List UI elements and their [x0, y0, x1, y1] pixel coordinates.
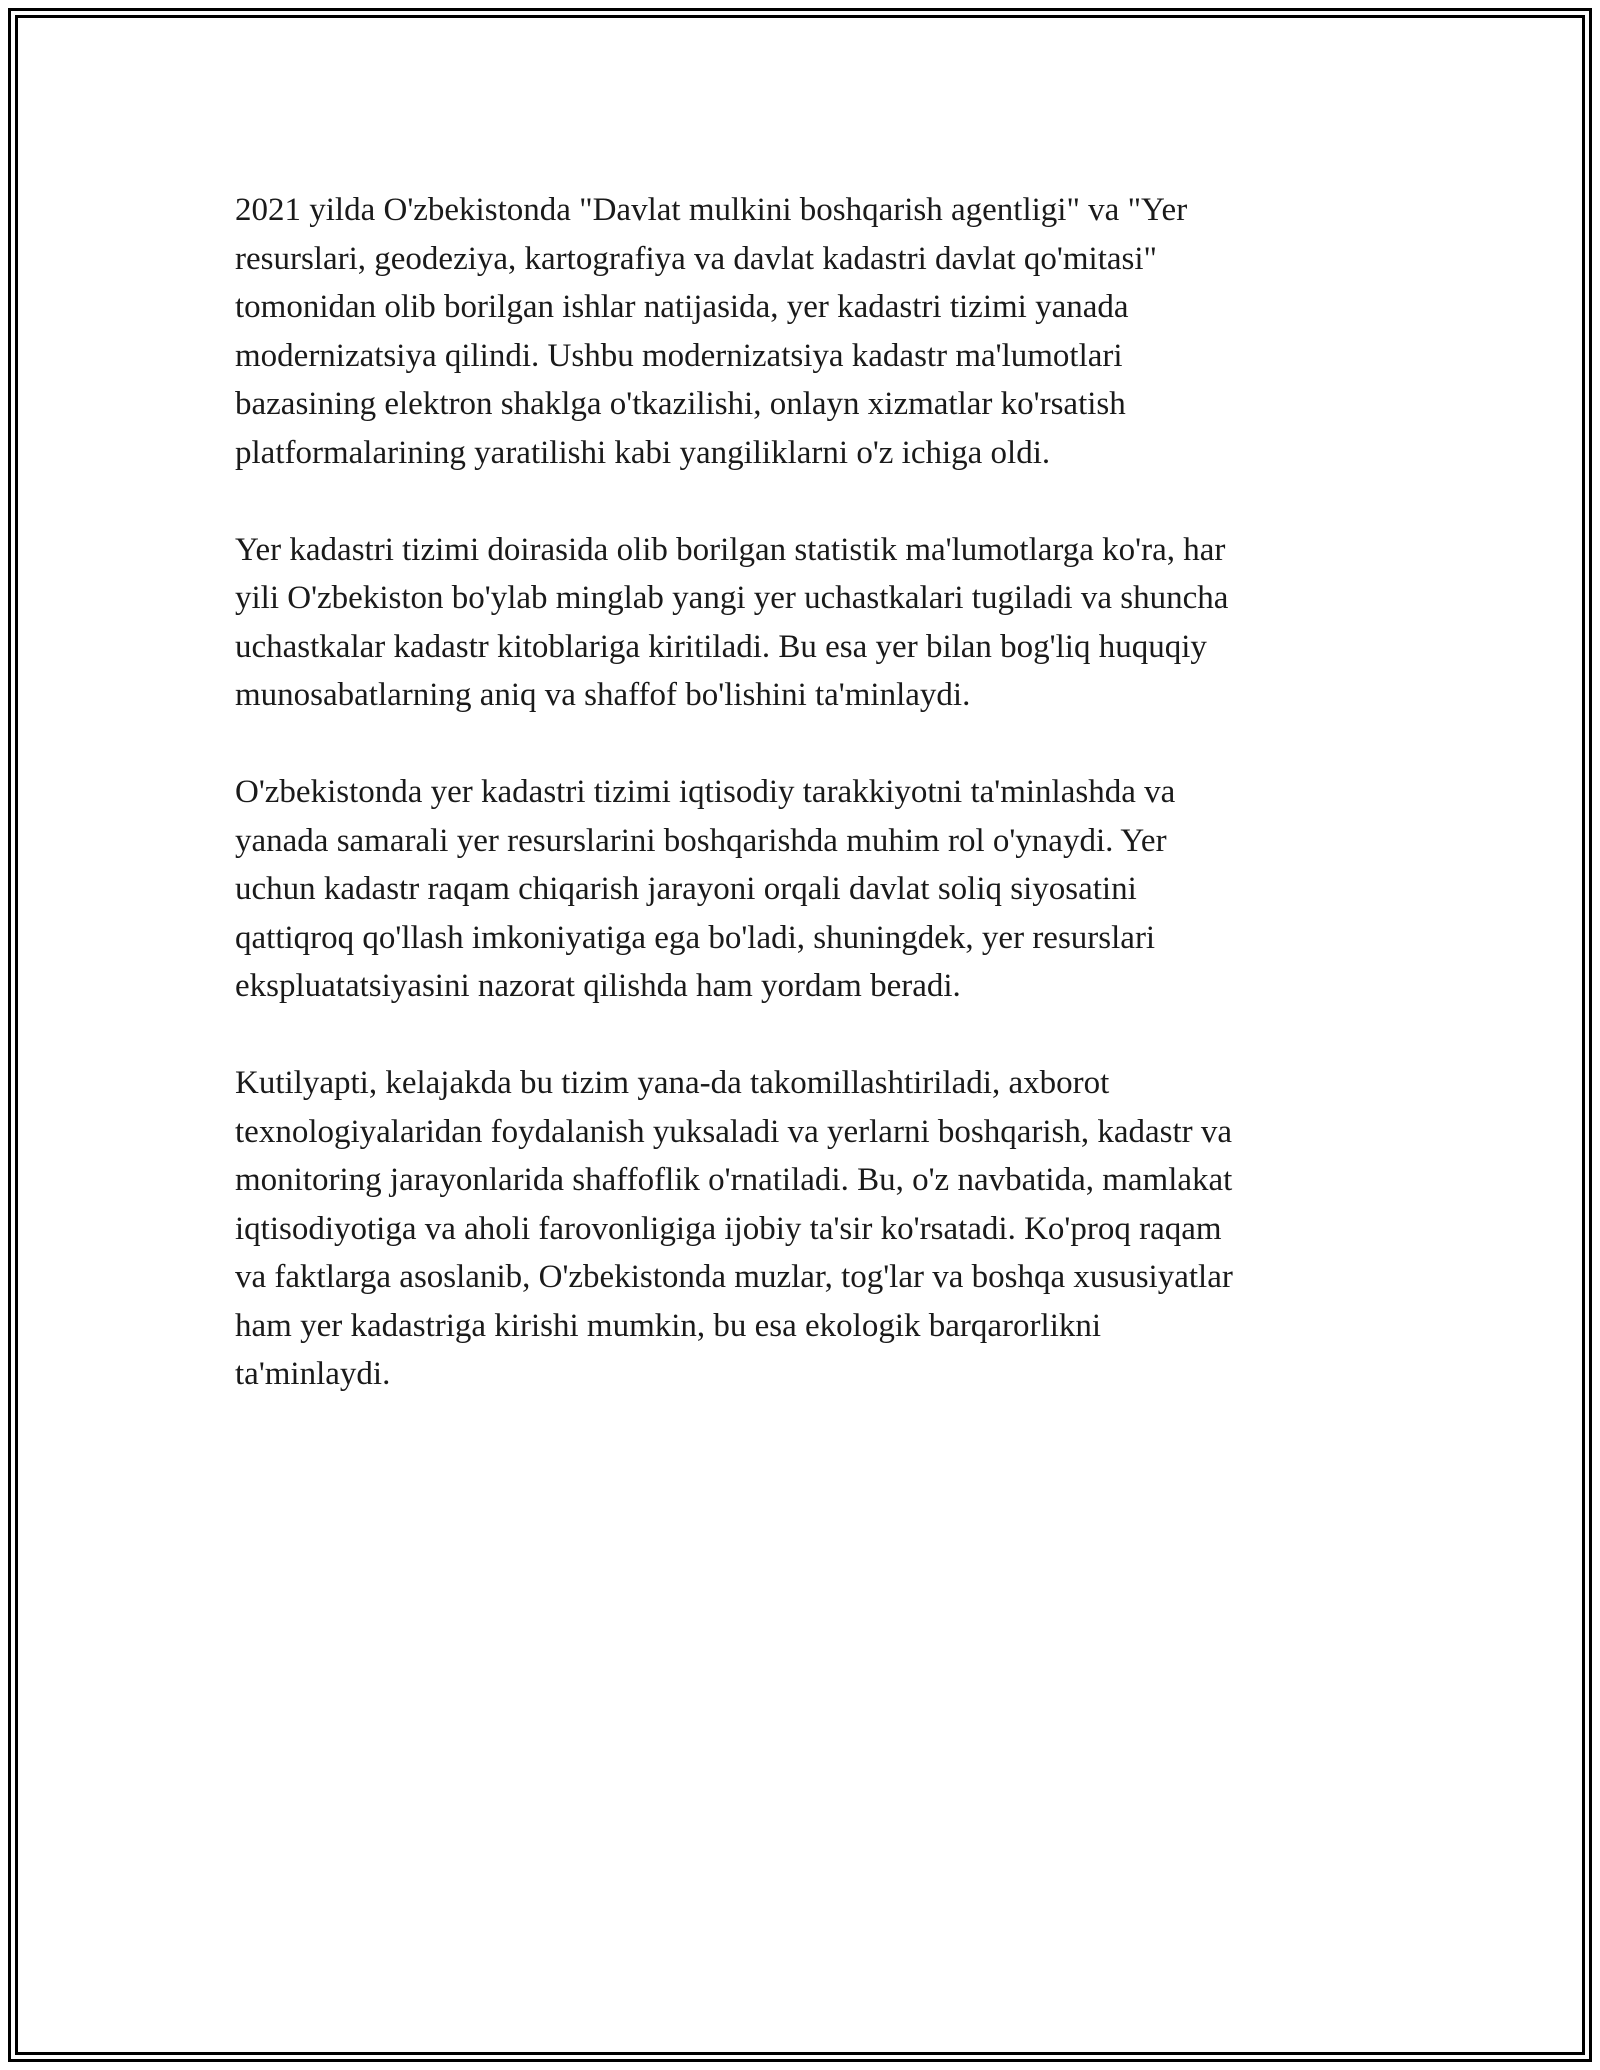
- document-body: [235, 186, 1365, 1447]
- paragraph-4: Kutilyapti, kelajakda bu tizim yana-da takomillashtiriladi, axborot texnologiyalaridan foydalanish yuksaladi va yerlarni boshqarish, kadastr va monitoring jarayonlarida shaffoflik o'rnatiladi. Bu, o'z navbatida, mamlakat iqtisodiyotiga va aholi farovonligiga ijobiy ta'sir ko'rsatadi. Ko'proq raqam va faktlarga asoslanib, O'zbekistonda muzlar, tog'lar va boshqa xususiyatlar ham yer kadastriga kirishi mumkin, bu esa ekologik barqarorlikni ta'minlaydi.: [235, 1065, 1233, 1392]
- paragraph-1: 2021 yilda O'zbekistonda "Davlat mulkini boshqarish agentligi" va "Yer resurslari, geodeziya, kartografiya va davlat kadastri davlat qo'mitasi" tomonidan olib borilgan ishlar natijasida, yer kadastri tizimi yanada modernizatsiya qilindi. Ushbu modernizatsiya kadastr ma'lumotlari bazasining elektron shaklga o'tkazilishi, onlayn xizmatlar ko'rsatish platformalarining yaratilishi kabi yangiliklarni o'z ichiga oldi.: [235, 192, 1188, 471]
- paragraph-2: Yer kadastri tizimi doirasida olib borilgan statistik ma'lumotlarga ko'ra, har yili O'zbekiston bo'ylab minglab yangi yer uchastkalari tugiladi va shuncha uchastkalar kadastr kitoblariga kiritiladi. Bu esa yer bilan bog'liq huquqiy munosabatlarning aniq va shaffof bo'lishini ta'minlaydi.: [235, 531, 1229, 713]
- paragraph-3: O'zbekistonda yer kadastri tizimi iqtisodiy tarakkiyotni ta'minlashda va yanada samarali yer resurslarini boshqarishda muhim rol o'ynaydi. Yer uchun kadastr raqam chiqarish jarayoni orqali davlat soliq siyosatini qattiqroq qo'llash imkoniyatiga ega bo'ladi, shuningdek, yer resurslari ekspluatatsiyasini nazorat qilishda ham yordam beradi.: [235, 774, 1176, 1004]
